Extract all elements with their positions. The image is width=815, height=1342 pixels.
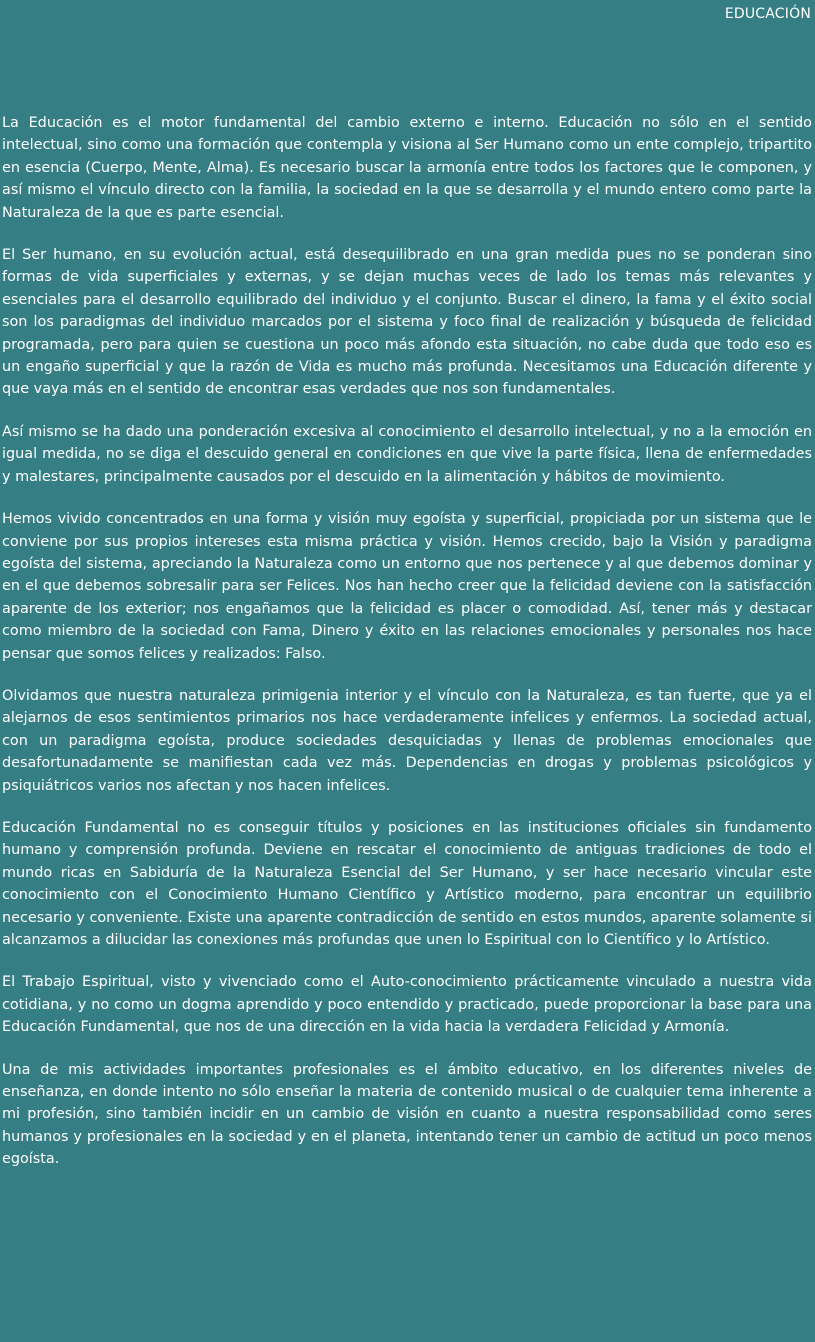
paragraph: La Educación es el motor fundamental del cambio externo e interno. Educación no sólo en el sentido intelectual, sino como una formación que contempla y visiona al Ser Humano como un ente complejo, tripartito en esencia (Cuerpo, Mente, Alma). Es necesario buscar la armonía entre todos los factores que le componen, y así mismo el vínculo directo con la familia, la sociedad en la que se desarrolla y el mundo entero como parte la Naturaleza de la que es parte esencial. — [2, 115, 812, 221]
page-title: EDUCACIÓN — [724, 6, 811, 22]
paragraph: Educación Fundamental no es conseguir títulos y posiciones en las instituciones oficiales sin fundamento humano y comprensión profunda. Deviene en rescatar el conocimiento de antiguas tradiciones de todo el mundo ricas en Sabiduría de la Naturaleza Esencial del Ser Humano, y ser hace necesario vincular este conocimiento con el Conocimiento Humano Científico y Artístico moderno, para encontrar un equilibrio necesario y conveniente. Existe una aparente contradicción de sentido en estos mundos, aparente solamente si alcanzamos a dilucidar las conexiones más profundas que unen lo Espiritual con lo Científico y lo Artístico. — [2, 819, 812, 948]
article-body — [2, 112, 812, 1191]
paragraph: Así mismo se ha dado una ponderación excesiva al conocimiento el desarrollo intelectual, y no a la emoción en igual medida, no se diga el descuido general en condiciones en que vive la parte física, llena de enfermedades y malestares, principalmente causados por el descuido en la alimentación y hábitos de movimiento. — [2, 423, 812, 485]
paragraph: Hemos vivido concentrados en una forma y visión muy egoísta y superficial, propiciada por un sistema que le conviene por sus propios intereses esta misma práctica y visión. Hemos crecido, bajo la Visión y paradigma egoísta del sistema, apreciando la Naturaleza como un entorno que nos pertenece y al que debemos dominar y en el que debemos sobresalir para ser Felices. Nos han hecho creer que la felicidad deviene con la satisfacción aparente de los exterior; nos engañamos que la felicidad es placer o comodidad. Así, tener más y destacar como miembro de la sociedad con Fama, Dinero y éxito en las relaciones emocionales y personales nos hace pensar que somos felices y realizados: Falso. — [2, 511, 812, 662]
paragraph: Olvidamos que nuestra naturaleza primigenia interior y el vínculo con la Naturaleza, es tan fuerte, que ya el alejarnos de esos sentimientos primarios nos hace verdaderamente infelices y enfermos. La sociedad actual, con un paradigma egoísta, produce sociedades desquiciadas y llenas de problemas emocionales que desafortunadamente se manifiestan cada vez más. Dependencias en drogas y problemas psicológicos y psiquiátricos varios nos afectan y nos hacen infelices. — [2, 687, 812, 794]
paragraph: Una de mis actividades importantes profesionales es el ámbito educativo, en los diferentes niveles de enseñanza, en donde intento no sólo enseñar la materia de contenido musical o de cualquier tema inherente a mi profesión, sino también incidir en un cambio de visión en cuanto a nuestra responsabilidad como seres humanos y profesionales en la sociedad y en el planeta, intentando tener un cambio de actitud un poco menos egoísta. — [2, 1061, 812, 1168]
paragraph: El Trabajo Espiritual, visto y vivenciado como el Auto-conocimiento prácticamente vinculado a nuestra vida cotidiana, y no como un dogma aprendido y poco entendido y practicado, puede proporcionar la base para una Educación Fundamental, que nos de una dirección en la vida hacia la verdadera Felicidad y Armonía. — [2, 974, 812, 1036]
paragraph: El Ser humano, en su evolución actual, está desequilibrado en una gran medida pues no se ponderan sino formas de vida superficiales y externas, y se dejan muchas veces de lado los temas más relevantes y esenciales para el desarrollo equilibrado del individuo y el conjunto. Buscar el dinero, la fama y el éxito social son los paradigmas del individuo marcados por el sistema y foco final de realización y búsqueda de felicidad programada, pero para quien se cuestiona un poco más afondo esta situación, no cabe duda que todo eso es un engaño superficial y que la razón de Vida es mucho más profunda. Necesitamos una Educación diferente y que vaya más en el sentido de encontrar esas verdades que nos son fundamentales. — [2, 247, 812, 398]
